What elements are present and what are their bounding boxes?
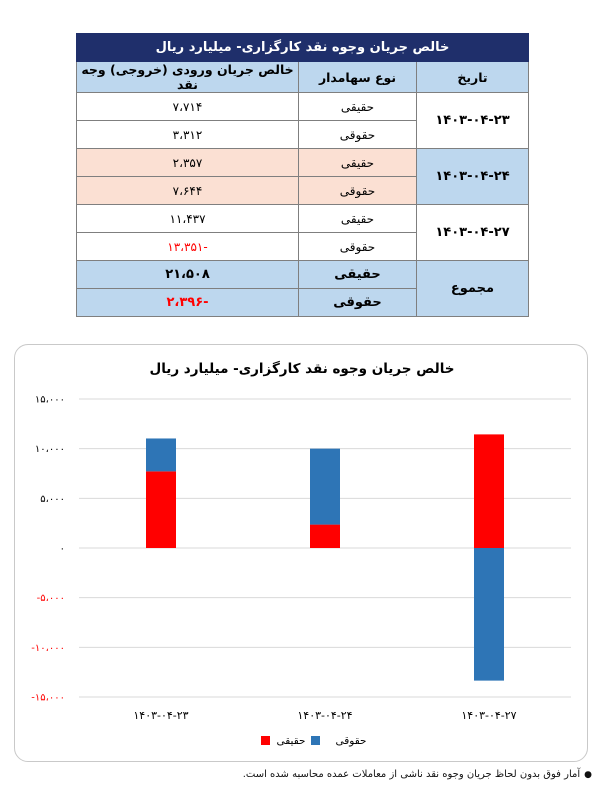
bar-hoghughi [474,548,504,681]
bar-haghighi [146,471,176,548]
table-row [77,205,529,233]
footnote-text: آمار فوق بدون لحاظ جریان وجوه نقد ناشی از معاملات عمده محاسبه شده است. [242,769,581,780]
type-cell: حقوقی [299,289,417,317]
bar-haghighi [310,525,340,548]
y-tick-label: ۰ [59,543,65,555]
total-value-cell-negative: -۲،۳۹۶ [77,289,299,317]
header-shareholder-type: نوع سهامدار [299,62,417,93]
type-cell: حقیقی [299,149,417,177]
x-axis-labels [133,709,516,722]
date-cell: ۱۴۰۳-۰۴-۲۷ [417,205,529,261]
value-cell: ۱۱،۴۳۷ [77,205,299,233]
bar-haghighi [474,434,504,548]
chart-card [14,344,588,762]
type-cell: حقوقی [299,121,417,149]
table-total-row [77,261,529,289]
y-tick-label: -۵،۰۰۰ [36,593,65,605]
bar-hoghughi [146,438,176,471]
x-category-label: ۱۴۰۳-۰۴-۲۷ [461,709,517,722]
x-category-label: ۱۴۰۳-۰۴-۲۴ [297,709,353,722]
header-net-cash-flow: خالص جریان ورودی (خروجی) وجه نقد [77,62,299,93]
y-axis-ticks [31,395,65,704]
legend-swatch [311,736,320,745]
legend-swatch [261,736,270,745]
x-category-label: ۱۴۰۳-۰۴-۲۳ [133,709,189,722]
table-title: خالص جریان وجوه نقد کارگزاری- میلیارد ریال [77,34,529,62]
y-tick-label: ۵،۰۰۰ [40,493,65,505]
bar-hoghughi [310,449,340,525]
footnote [243,769,592,780]
chart-title: خالص جریان وجوه نقد کارگزاری- میلیارد ریال [149,361,455,377]
legend-label: حقیقی [276,735,306,747]
type-cell: حقوقی [299,233,417,261]
type-cell: حقوقی [299,177,417,205]
table-row [77,149,529,177]
stacked-bar-chart [15,345,589,763]
value-cell: ۳،۳۱۲ [77,121,299,149]
date-cell: ۱۴۰۳-۰۴-۲۳ [417,93,529,149]
table-header-row [77,62,529,93]
table-row [77,93,529,121]
bars [146,434,504,680]
table-title-row [77,34,529,62]
y-tick-label: ۱۰،۰۰۰ [34,444,65,456]
total-label: مجموع [417,261,529,317]
bullet-icon: ● [584,770,592,780]
cash-flow-table [76,33,529,317]
type-cell: حقیقی [299,205,417,233]
y-tick-label: ۱۵،۰۰۰ [34,394,65,406]
type-cell: حقیقی [299,261,417,289]
value-cell-negative: -۱۳،۳۵۱ [77,233,299,261]
header-date: تاریخ [417,62,529,93]
date-cell: ۱۴۰۳-۰۴-۲۴ [417,149,529,205]
value-cell: ۲،۳۵۷ [77,149,299,177]
y-tick-label: -۱۰،۰۰۰ [31,642,65,654]
y-tick-label: -۱۵،۰۰۰ [31,692,65,704]
type-cell: حقیقی [299,93,417,121]
legend-label: حقوقی [335,735,367,747]
total-value-cell: ۲۱،۵۰۸ [77,261,299,289]
value-cell: ۷،۶۴۴ [77,177,299,205]
value-cell: ۷،۷۱۴ [77,93,299,121]
legend [261,735,367,747]
